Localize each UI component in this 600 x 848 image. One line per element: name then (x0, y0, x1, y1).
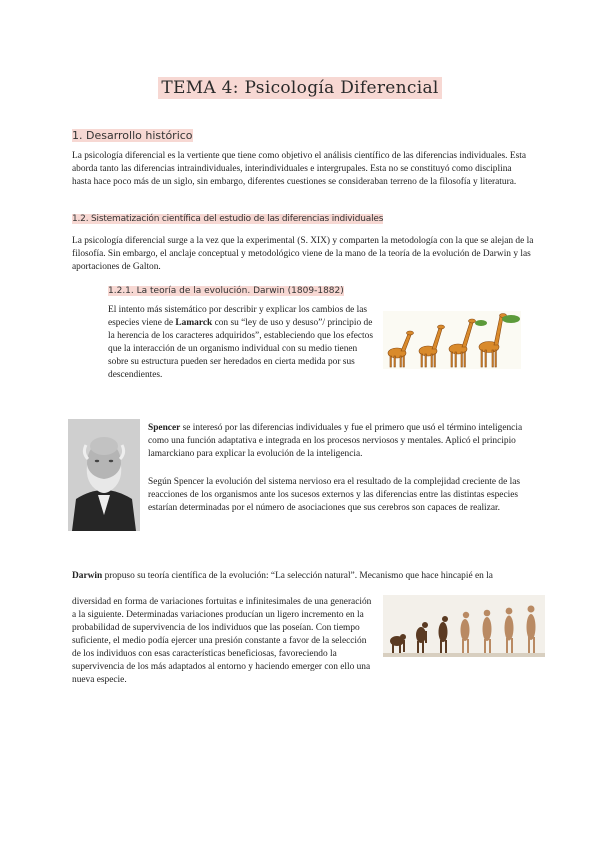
section-heading-1-2 (72, 214, 383, 224)
darwin-paragraph-intro-text: propuso su teoría científica de la evolución: “La selección natural”. Mecanismo que hace hincapié en la (102, 571, 493, 581)
section-1-paragraph: La psicología diferencial es la vertiente que tiene como objetivo el análisis científico de las diferencias individuales. Esta aborda tanto las diferencias intraindividuales, interindividuales e intergrupales. Esta no se constituyó como disciplina hasta hace poco más de un siglo, sin embargo, diferentes cuestiones se consideraban terreno de la filosofía y literatura. (72, 151, 527, 187)
tree-foliage (475, 315, 520, 326)
darwin-paragraph-intro (72, 570, 542, 583)
spencer-paragraph-2: Según Spencer la evolución del sistema nervioso era el resultado de la complejidad creciente de las reacciones de los organismos ante los sucesos externos y las diferencias entre las distintas especies estarían determinadas por el número de asociaciones que sus cerebros son capaces de realizar. (148, 477, 520, 513)
giraffe-2 (419, 325, 445, 367)
lamarck-rest-text: con su “ley de uso y desuso”/ principio de la herencia de los caracteres adquiridos”, estableciendo que los efectos que la interacción de un organismo individual con su medio tienen sobre su estructura pueden ser heredados en cierta medida por sus descendientes. (108, 318, 373, 380)
darwin-paragraph-body: diversidad en forma de variaciones fortuitas e infinitesimales de una generación a la siguiente. Determinadas variaciones producían un ligero incremento en la probabilidad de supervivencia de los individuos que las poseían. Con tiempo suficiente, el medio podía ejercer una presión constante a favor de la selección de los individuos con esas características beneficiosas, favoreciendo la supervivencia de los más adaptados al entorno y haciendo emerger con ello una nueva especie. (72, 597, 372, 685)
giraffe-3 (449, 319, 476, 367)
giraffes-illustration (383, 311, 521, 369)
page-title (0, 78, 600, 98)
section-1-2-paragraph: La psicología diferencial surge a la vez que la experimental (S. XIX) y comparten la metodología con la que se alejan de la filosofía. Sin embargo, el anclaje conceptual y metodológico viene de la mano de la teoría de la evolución de Darwin y las aportaciones de Galton. (72, 236, 534, 272)
lamarck-intro-text: El intento más sistemático por describir y explicar los cambios de las especies viene de (108, 305, 368, 328)
section-heading-1-2-1 (108, 286, 344, 296)
spencer-portrait (68, 419, 140, 531)
page-title-text: TEMA 4: Psicología Diferencial (158, 77, 441, 99)
spencer-paragraph-1 (148, 422, 538, 461)
human-evolution-illustration (383, 595, 545, 657)
section-heading-1-2-text: 1.2. Sistematización científica del estudio de las diferencias individuales (72, 214, 384, 224)
spencer-name: Spencer (148, 423, 181, 433)
lamarck-paragraph (108, 304, 376, 382)
spencer-paragraph-1-text: se interesó por las diferencias individuales y fue el primero que usó el término inteligencia como una función adaptativa e integrada en los procesos nerviosos y mentales. Aplicó el principio lamarckiano para explicar la evolución de la inteligencia. (148, 423, 523, 459)
section-heading-1-2-1-text: 1.2.1. La teoría de la evolución. Darwin (1809-1882) (108, 286, 344, 296)
giraffe-1 (388, 331, 414, 367)
section-heading-1-text: 1. Desarrollo histórico (72, 129, 193, 142)
darwin-name: Darwin (72, 571, 103, 581)
section-heading-1 (72, 129, 193, 142)
lamarck-name: Lamarck (175, 318, 213, 328)
